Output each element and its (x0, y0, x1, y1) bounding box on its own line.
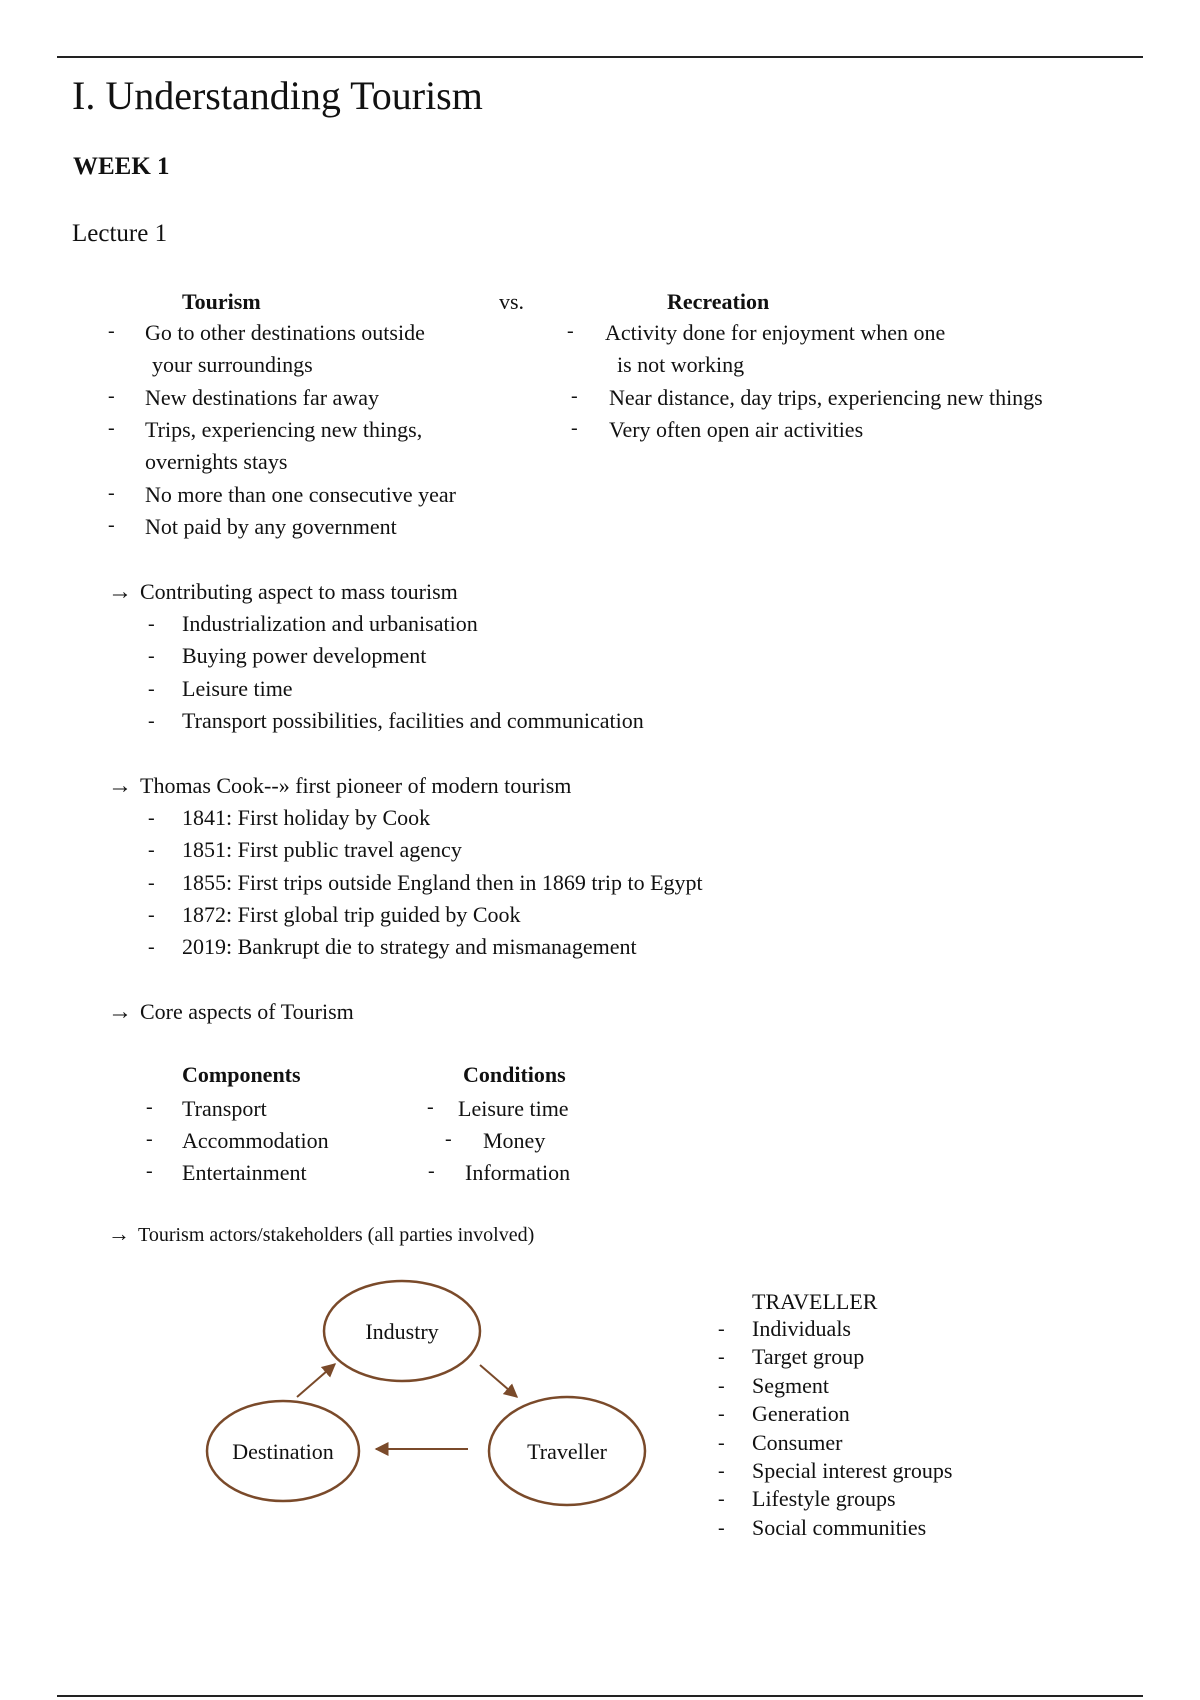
stakeholder-diagram (190, 1265, 690, 1515)
bullet-dash: - (718, 1403, 725, 1426)
list-item: is not working (617, 352, 745, 377)
list-item-text: 1851: First public travel agency (182, 837, 462, 863)
bullet-dash: - (571, 385, 578, 407)
section-heading-text: Core aspects of Tourism (140, 999, 354, 1024)
condition-item: Leisure time (458, 1096, 569, 1121)
list-item-text: Special interest groups (752, 1458, 953, 1484)
list-item (148, 867, 703, 899)
bullet-dash: - (148, 936, 155, 959)
list-item-text: Generation (752, 1401, 850, 1427)
list-item-text: Target group (752, 1344, 865, 1370)
condition-item: Money (483, 1128, 546, 1153)
list-item: overnights stays (145, 449, 288, 474)
list-item (718, 1400, 952, 1428)
list-item: Activity done for enjoyment when one (605, 320, 946, 345)
list-item (718, 1485, 952, 1513)
list-item-text: Social communities (752, 1514, 927, 1540)
component-item: Transport (182, 1096, 267, 1121)
bullet-dash: - (148, 613, 155, 635)
list-item (718, 1343, 952, 1371)
list-item-text: Lifestyle groups (752, 1486, 896, 1512)
bullet-dash: - (146, 1096, 153, 1118)
list-item (718, 1457, 953, 1485)
list-item: No more than one consecutive year (145, 482, 456, 507)
conditions-heading: Conditions (463, 1062, 566, 1087)
bullet-dash: - (718, 1488, 725, 1511)
arrow-icon: → (108, 1221, 130, 1246)
bullet-dash: - (567, 320, 574, 342)
bullet-dash: - (108, 482, 115, 504)
traveller-list (718, 1315, 953, 1542)
bullet-dash: - (148, 839, 155, 862)
list-item (718, 1429, 952, 1457)
list-item: Near distance, day trips, experiencing new things (609, 385, 1043, 410)
vs-label: vs. (499, 289, 525, 314)
bullet-dash: - (148, 903, 155, 926)
bullet-dash: - (148, 645, 155, 668)
recreation-heading: Recreation (667, 289, 770, 314)
bullet-dash: - (428, 1160, 435, 1182)
list-item-text: 1872: First global trip guided by Cook (182, 901, 521, 927)
list-item (148, 802, 703, 834)
list-item (148, 673, 644, 705)
section-heading-text: Tourism actors/stakeholders (all parties involved) (138, 1224, 535, 1246)
list-item: Not paid by any government (145, 514, 397, 539)
lecture-heading: Lecture 1 (72, 220, 168, 247)
list-item-text: Leisure time (182, 675, 293, 701)
list-item: Trips, experiencing new things, (145, 417, 423, 442)
list-item (148, 705, 644, 737)
list-item: Go to other destinations outside (145, 320, 425, 345)
list-item-text: 1841: First holiday by Cook (182, 805, 431, 830)
bullet-dash: - (148, 709, 155, 732)
bullet-dash: - (108, 514, 115, 536)
bullet-dash: - (108, 320, 115, 342)
bullet-dash: - (571, 417, 578, 439)
page-title: I. Understanding Tourism (72, 73, 483, 118)
mass-tourism-list (148, 608, 644, 737)
stakeholders-heading (108, 1220, 534, 1249)
components-heading: Components (182, 1062, 301, 1087)
list-item (148, 640, 644, 672)
thomas-cook-heading (108, 771, 571, 801)
thomas-cook-list (148, 802, 703, 963)
bullet-dash: - (108, 417, 115, 439)
component-item: Entertainment (182, 1160, 307, 1185)
list-item (718, 1315, 952, 1343)
core-aspects-heading (108, 997, 354, 1027)
list-item-text: Individuals (752, 1316, 851, 1341)
list-item: Very often open air activities (609, 417, 864, 442)
list-item (718, 1372, 952, 1400)
bullet-dash: - (108, 385, 115, 407)
section-heading-text: Thomas Cook--» first pioneer of modern tourism (140, 773, 572, 798)
tourism-heading: Tourism (182, 289, 261, 314)
list-item (718, 1514, 952, 1542)
condition-item: Information (465, 1160, 571, 1185)
bullet-dash: - (718, 1318, 725, 1340)
industry-label: Industry (365, 1319, 439, 1344)
bullet-dash: - (445, 1128, 452, 1150)
list-item (148, 931, 703, 963)
bullet-dash: - (148, 677, 155, 700)
list-item (148, 608, 644, 640)
bullet-dash: - (718, 1374, 725, 1397)
list-item (148, 834, 703, 866)
bullet-dash: - (148, 807, 155, 829)
list-item-text: Transport possibilities, facilities and communication (182, 707, 644, 733)
arrow-industry-to-traveller (480, 1365, 517, 1397)
list-item: New destinations far away (145, 385, 379, 410)
list-item-text: 1855: First trips outside England then in 1869 trip to Egypt (182, 869, 703, 895)
bullet-dash: - (718, 1516, 725, 1539)
bullet-dash: - (146, 1160, 153, 1182)
traveller-heading: TRAVELLER (752, 1289, 878, 1314)
arrow-icon: → (108, 773, 132, 799)
list-item-text: Industrialization and urbanisation (182, 611, 478, 636)
bullet-dash: - (146, 1128, 153, 1150)
component-item: Accommodation (182, 1128, 329, 1153)
arrow-destination-to-industry (297, 1364, 335, 1397)
section-heading-text: Contributing aspect to mass tourism (140, 579, 458, 604)
arrow-icon: → (108, 999, 132, 1025)
list-item-text: Consumer (752, 1429, 843, 1455)
bullet-dash: - (718, 1431, 725, 1454)
traveller-label: Traveller (527, 1439, 607, 1464)
top-rule (57, 56, 1143, 58)
list-item (148, 899, 703, 931)
list-item-text: 2019: Bankrupt die to strategy and mismanagement (182, 934, 637, 960)
destination-label: Destination (232, 1439, 334, 1464)
list-item-text: Buying power development (182, 643, 427, 669)
bullet-dash: - (718, 1346, 725, 1369)
arrow-icon: → (108, 579, 132, 605)
bullet-dash: - (427, 1096, 434, 1118)
bullet-dash: - (148, 871, 155, 894)
bottom-rule (57, 1695, 1143, 1697)
list-item-text: Segment (752, 1372, 829, 1398)
mass-tourism-heading (108, 577, 458, 607)
week-heading: WEEK 1 (73, 153, 170, 180)
list-item: your surroundings (152, 352, 313, 377)
bullet-dash: - (718, 1460, 725, 1483)
